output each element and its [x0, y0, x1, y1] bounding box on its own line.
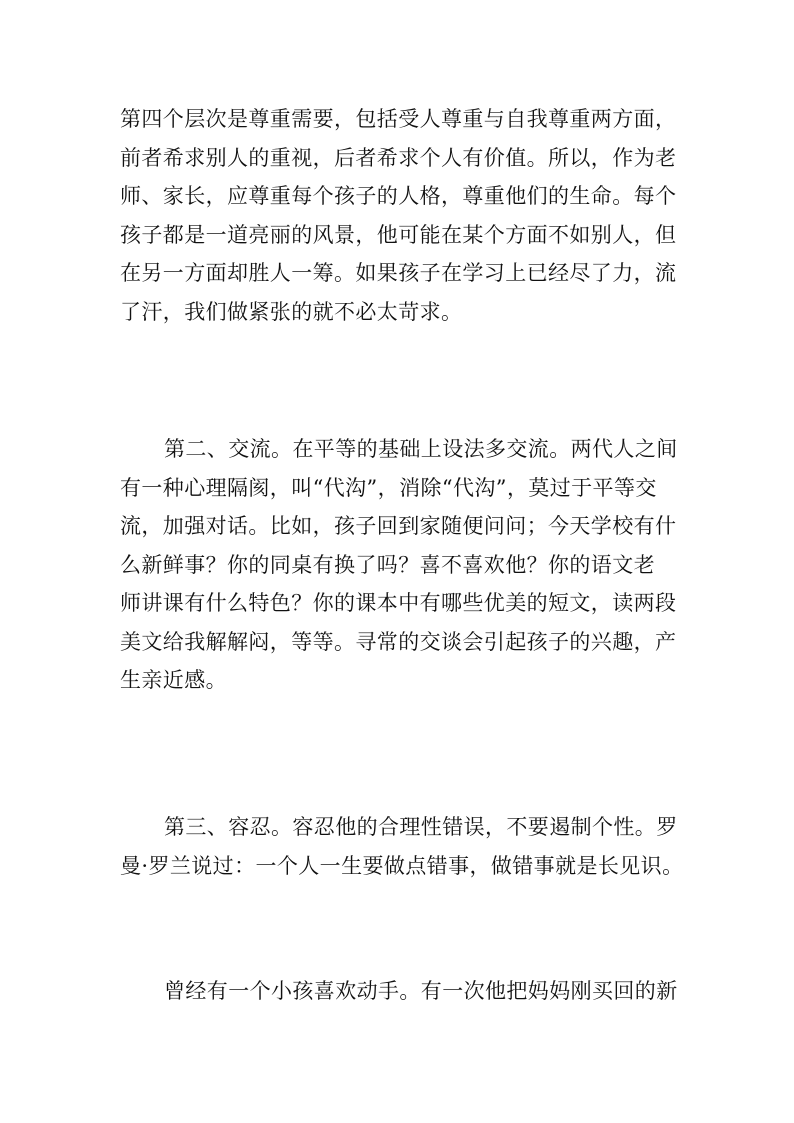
text-line: 生亲近感。	[120, 668, 227, 692]
text-line: 曾经有一个小孩喜欢动手。有一次他把妈妈刚买回的新	[164, 979, 678, 1003]
text-line: 师、家长，应尊重每个孩子的人格，尊重他们的生命。每个	[120, 184, 677, 208]
paragraph-tolerance	[120, 808, 684, 885]
paragraph-communication	[120, 430, 680, 700]
text-line: 孩子都是一道亮丽的风景，他可能在某个方面不如别人，但	[120, 222, 677, 247]
text-line: 有一种心理隔阂，叫“代沟”，消除“代沟”，莫过于平等交	[120, 475, 657, 500]
text-line: 前者希求别人的重视，后者希求个人有价值。所以，作为老	[120, 145, 677, 170]
text-line: 美文给我解解闷，等等。寻常的交谈会引起孩子的兴趣，产	[120, 629, 677, 654]
text-line: 流，加强对话。比如，孩子回到家随便问问；今天学校有什	[120, 514, 677, 538]
text-line: 了汗，我们做紧张的就不必太苛求。	[120, 299, 463, 324]
paragraph-respect-needs	[120, 100, 680, 331]
text-line: 么新鲜事？你的同桌有换了吗？喜不喜欢他？你的语文老	[120, 552, 655, 577]
text-line: 曼·罗兰说过：一个人一生要做点错事，做错事就是长见识。	[120, 853, 684, 878]
text-line: 第二、交流。在平等的基础上设法多交流。两代人之间	[164, 437, 678, 461]
text-line: 在另一方面却胜人一筹。如果孩子在学习上已经尽了力，流	[120, 261, 677, 285]
paragraph-story	[120, 972, 680, 1011]
text-line: 师讲课有什么特色？你的课本中有哪些优美的短文，读两段	[120, 591, 677, 615]
text-line: 第三、容忍。容忍他的合理性错误，不要遏制个性。罗	[164, 815, 678, 839]
text-line: 第四个层次是尊重需要，包括受人尊重与自我尊重两方面，	[120, 107, 677, 131]
